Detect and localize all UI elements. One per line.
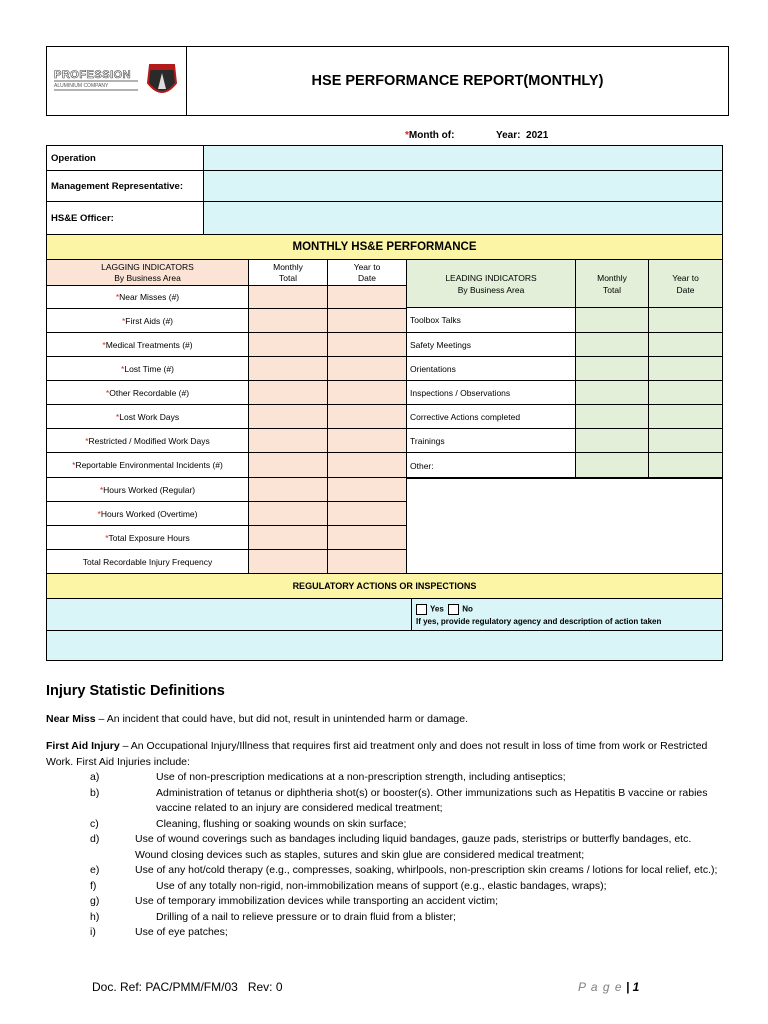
- hse-officer-input[interactable]: [203, 201, 723, 235]
- no-checkbox[interactable]: [448, 604, 459, 615]
- first-aid-item: [46, 879, 726, 895]
- year-value: 2021: [526, 130, 549, 141]
- lagging-ytd-input[interactable]: [327, 452, 407, 478]
- required-marker: *: [121, 315, 126, 326]
- lagging-row-label: [46, 380, 249, 405]
- lagging-ytd-input[interactable]: [327, 477, 407, 502]
- svg-text:ALUMINIUM COMPANY: ALUMINIUM COMPANY: [54, 83, 109, 89]
- lagging-ytd-input[interactable]: [327, 332, 407, 357]
- leading-header-line1: LEADING INDICATORS: [445, 272, 537, 283]
- lagging-row-text: Hours Worked (Overtime): [100, 508, 198, 519]
- leading-monthly-input[interactable]: [575, 404, 649, 429]
- lagging-row-label: [46, 308, 249, 333]
- item-letter: i): [90, 926, 96, 938]
- leading-ytd-input[interactable]: [648, 380, 723, 405]
- lagging-row-text: Restricted / Modified Work Days: [88, 435, 210, 446]
- leading-ytd-input[interactable]: [648, 428, 723, 453]
- lagging-monthly-input[interactable]: [248, 549, 328, 575]
- lagging-ytd-input[interactable]: [327, 285, 407, 309]
- item-text: Use of non-prescription medications at a non-prescription strength, including antiseptics;: [156, 771, 566, 783]
- leading-row-label: Corrective Actions completed: [406, 404, 576, 429]
- company-logo-cell: [47, 47, 187, 115]
- hse-officer-label: HS&E Officer:: [46, 201, 204, 235]
- first-aid-item: [46, 817, 726, 833]
- required-marker: *: [85, 435, 89, 446]
- required-marker: *: [72, 460, 76, 470]
- lagging-row-text: Reportable Environmental Incidents (#): [75, 460, 223, 470]
- lagging-row-label: [46, 285, 249, 309]
- lagging-indicators-header: [46, 259, 249, 286]
- lagging-row-text: Hours Worked (Regular): [103, 484, 196, 495]
- leading-ytd-input[interactable]: [648, 452, 723, 479]
- required-marker: *: [405, 130, 409, 141]
- report-title: HSE PERFORMANCE REPORT(MONTHLY): [311, 73, 604, 89]
- yes-checkbox[interactable]: [416, 604, 427, 615]
- report-header: [46, 46, 729, 116]
- lagging-row-label: [46, 404, 249, 429]
- item-letter: d): [90, 833, 100, 845]
- required-marker: *: [115, 292, 120, 302]
- item-text: Use of any hot/cold therapy (e.g., compresses, soaking, whirlpools, non-prescription skin creams / lotions for local relief, etc.);: [135, 864, 718, 876]
- item-letter: g): [90, 895, 100, 907]
- lagging-row-label: [46, 477, 249, 502]
- leading-monthly-input[interactable]: [575, 428, 649, 453]
- page-number: [578, 980, 639, 994]
- lagging-ytd-input[interactable]: [327, 356, 407, 381]
- item-text: Administration of tetanus or diphtheria shot(s) or booster(s). Other immunizations such as Hepatitis B vaccine or rabies vaccine related to an injury are considered medical treatment;: [156, 786, 708, 814]
- first-aid-definition: [46, 739, 726, 770]
- lagging-ytd-input[interactable]: [327, 404, 407, 429]
- lagging-monthly-input[interactable]: [248, 285, 328, 309]
- item-letter: h): [90, 910, 100, 923]
- first-aid-text: – An Occupational Injury/Illness that requires first aid treatment only and does not result in loss of time from work or Restricted Work. First Aid Injuries include:: [46, 740, 708, 768]
- lagging-monthly-input[interactable]: [248, 428, 328, 453]
- leading-ytd-line1: Year to: [672, 272, 699, 283]
- leading-ytd-input[interactable]: [648, 404, 723, 429]
- lagging-ytd-input[interactable]: [327, 380, 407, 405]
- leading-monthly-input[interactable]: [575, 307, 649, 333]
- monthly-header-line2: Total: [279, 272, 297, 283]
- management-rep-input[interactable]: [203, 170, 723, 202]
- first-aid-item: [46, 894, 726, 910]
- near-miss-text: – An incident that could have, but did not, result in unintended harm or damage.: [95, 712, 469, 725]
- lagging-row-text: Total Exposure Hours: [108, 532, 190, 543]
- first-aid-item: [46, 832, 726, 863]
- first-aid-term: First Aid Injury: [46, 740, 120, 752]
- item-letter: c): [90, 817, 99, 830]
- lagging-row-label: [46, 332, 249, 357]
- leading-row-label: Orientations: [406, 356, 576, 381]
- lagging-ytd-input[interactable]: [327, 501, 407, 526]
- required-marker: *: [105, 532, 109, 543]
- leading-header-line2: By Business Area: [457, 284, 525, 295]
- lagging-monthly-input[interactable]: [248, 404, 328, 429]
- item-text: Use of any totally non-rigid, non-immobilization means of support (e.g., elastic bandages, wraps);: [156, 879, 607, 892]
- year-label: Year:: [496, 130, 521, 141]
- lagging-row-text: Total Recordable Injury Frequency: [82, 557, 213, 567]
- page-num: | 1: [625, 980, 640, 994]
- monthly-header-line1: Monthly: [273, 261, 303, 272]
- item-letter: f): [90, 879, 97, 892]
- lagging-monthly-input[interactable]: [248, 380, 328, 405]
- item-letter: a): [90, 771, 100, 783]
- first-aid-item: [46, 925, 726, 941]
- lagging-monthly-input[interactable]: [248, 477, 328, 502]
- leading-row-label: Safety Meetings: [406, 332, 576, 357]
- first-aid-item: [46, 910, 726, 926]
- lagging-row-text: Other Recordable (#): [109, 387, 190, 398]
- leading-ytd-input[interactable]: [648, 307, 723, 333]
- definitions-heading: Injury Statistic Definitions: [46, 683, 225, 699]
- leading-row-label: Toolbox Talks: [406, 307, 576, 333]
- leading-monthly-input[interactable]: [575, 332, 649, 357]
- item-text: Use of wound coverings such as bandages including liquid bandages, gauze pads, steristrips or butterfly bandages, etc. Wound closing devices such as staples, sutures and skin glue are considered medical treatment;: [135, 833, 692, 861]
- lagging-row-text: Near Misses (#): [119, 292, 180, 302]
- item-text: Drilling of a nail to relieve pressure or to drain fluid from a blister;: [156, 910, 456, 923]
- lagging-monthly-total-header: [248, 259, 328, 286]
- lagging-monthly-input[interactable]: [248, 452, 328, 478]
- lagging-monthly-input[interactable]: [248, 332, 328, 357]
- item-letter: e): [90, 864, 100, 876]
- lagging-ytd-input[interactable]: [327, 549, 407, 575]
- near-miss-definition: [46, 712, 726, 728]
- lagging-ytd-header: [327, 259, 407, 286]
- item-letter: b): [90, 786, 100, 799]
- item-text: Use of eye patches;: [135, 926, 228, 938]
- svg-text:PROFESSION: PROFESSION: [54, 69, 132, 81]
- regulatory-description-input[interactable]: [46, 598, 412, 631]
- lagging-row-label: [46, 428, 249, 453]
- lagging-monthly-input[interactable]: [248, 501, 328, 526]
- leading-monthly-input[interactable]: [575, 452, 649, 479]
- lagging-row-label: [46, 356, 249, 381]
- injury-definitions: [46, 684, 726, 941]
- month-field[interactable]: [405, 130, 454, 141]
- page-label: P a g e: [578, 980, 623, 994]
- company-logo: [52, 61, 182, 101]
- operation-input[interactable]: [203, 145, 723, 171]
- leading-monthly-line2: Total: [603, 284, 621, 295]
- lagging-ytd-input[interactable]: [327, 428, 407, 453]
- month-label: Month of:: [408, 130, 455, 141]
- regulatory-details-input[interactable]: [46, 630, 723, 661]
- required-marker: *: [121, 363, 125, 374]
- lagging-row-label: [46, 549, 249, 575]
- leading-empty-area: [406, 477, 723, 574]
- leading-monthly-line1: Monthly: [597, 272, 627, 283]
- operation-label: Operation: [46, 145, 204, 171]
- performance-section-title: MONTHLY HS&E PERFORMANCE: [46, 234, 723, 260]
- year-field[interactable]: [496, 130, 548, 141]
- required-marker: *: [102, 339, 106, 350]
- document-footer: [92, 980, 283, 994]
- required-marker: *: [105, 387, 110, 398]
- required-marker: *: [115, 411, 120, 422]
- item-text: Cleaning, flushing or soaking wounds on skin surface;: [156, 817, 407, 830]
- lagging-header-line2: By Business Area: [114, 272, 181, 283]
- leading-ytd-line2: Date: [676, 284, 695, 295]
- required-marker: *: [97, 508, 101, 519]
- no-label: No: [462, 604, 473, 614]
- doc-ref: Doc. Ref: PAC/PMM/FM/03: [92, 980, 238, 994]
- first-aid-items: [46, 770, 726, 941]
- revision: Rev: 0: [247, 980, 283, 994]
- regulatory-yes-no: [411, 598, 723, 631]
- lagging-ytd-input[interactable]: [327, 525, 407, 550]
- near-miss-term: Near Miss: [46, 712, 96, 725]
- first-aid-item: [46, 770, 726, 786]
- yes-no-options: [416, 604, 473, 615]
- leading-monthly-input[interactable]: [575, 380, 649, 405]
- leading-row-label: Trainings: [406, 428, 576, 453]
- lagging-row-text: First Aids (#): [125, 315, 173, 326]
- lagging-row-text: Medical Treatments (#): [105, 339, 193, 350]
- lagging-monthly-input[interactable]: [248, 308, 328, 333]
- yes-label: Yes: [430, 604, 444, 614]
- leading-row-label: Other:: [406, 452, 576, 479]
- first-aid-item: [46, 786, 726, 817]
- lagging-monthly-input[interactable]: [248, 525, 328, 550]
- lagging-row-label: [46, 501, 249, 526]
- leading-monthly-input[interactable]: [575, 356, 649, 381]
- lagging-row-label: [46, 525, 249, 550]
- leading-ytd-input[interactable]: [648, 332, 723, 357]
- item-text: Use of temporary immobilization devices while transporting an accident victim;: [135, 895, 498, 907]
- ytd-header-line1: Year to: [353, 261, 381, 272]
- lagging-ytd-input[interactable]: [327, 308, 407, 333]
- regulatory-note: If yes, provide regulatory agency and description of action taken: [416, 616, 662, 626]
- lagging-row-label: [46, 452, 249, 478]
- lagging-row-text: Lost Time (#): [124, 363, 174, 374]
- lagging-row-text: Lost Work Days: [119, 411, 180, 422]
- leading-ytd-header: [648, 259, 723, 308]
- leading-row-label: Inspections / Observations: [406, 380, 576, 405]
- leading-monthly-total-header: [575, 259, 649, 308]
- ytd-header-line2: Date: [358, 272, 376, 283]
- management-rep-label: Management Representative:: [46, 170, 204, 202]
- required-marker: *: [99, 484, 104, 495]
- leading-ytd-input[interactable]: [648, 356, 723, 381]
- leading-indicators-header: [406, 259, 576, 308]
- lagging-header-line1: LAGGING INDICATORS: [101, 261, 194, 272]
- lagging-monthly-input[interactable]: [248, 356, 328, 381]
- regulatory-section-title: REGULATORY ACTIONS OR INSPECTIONS: [46, 573, 723, 599]
- first-aid-item: [46, 863, 726, 879]
